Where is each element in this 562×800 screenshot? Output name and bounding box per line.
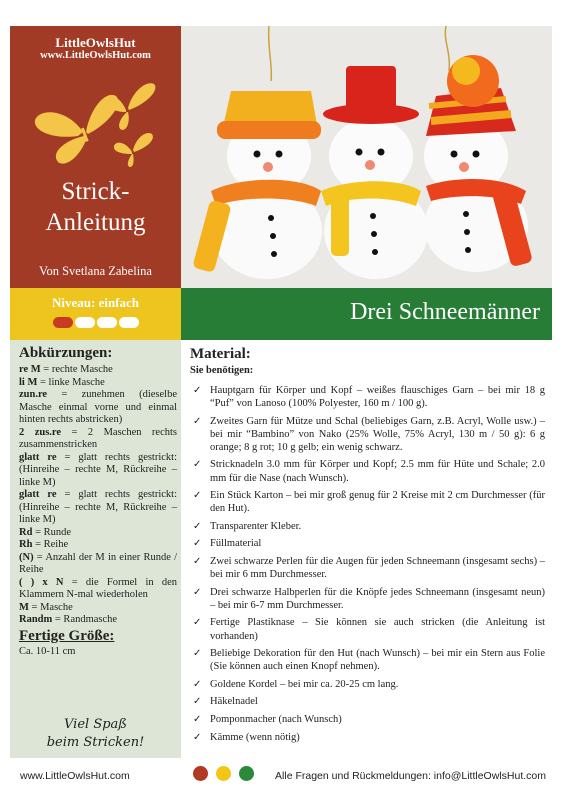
abbreviation-item	[19, 602, 177, 615]
checkmark-icon: ✓	[193, 678, 202, 690]
brand-url: www.LittleOwlsHut.com	[40, 50, 151, 61]
material-item	[190, 458, 545, 484]
abbreviation-text: = Randmasche	[54, 614, 118, 625]
material-item	[190, 520, 545, 533]
material-item	[190, 415, 545, 454]
abbreviation-key: li M	[19, 376, 38, 388]
material-item	[190, 647, 545, 673]
material-item-text: Stricknadeln 3.0 mm für Körper und Kopf; 2.5 mm für Hüte und Schale; 2.0 mm für die Nase (nach Wunsch).	[210, 459, 545, 484]
level-pill-filled	[53, 317, 73, 328]
material-item-text: Zwei schwarze Perlen für die Augen für jeden Schneemann (insgesamt sechs) – bei mir 6 mm Durchmesser.	[210, 556, 545, 581]
checkmark-icon: ✓	[193, 459, 202, 471]
material-list	[190, 384, 545, 744]
abbreviation-item	[19, 577, 177, 602]
material-item-text: Transparenter Kleber.	[210, 520, 302, 532]
material-section	[190, 346, 545, 748]
greeting	[10, 716, 181, 752]
material-item	[190, 695, 545, 708]
footer-contact[interactable]: Alle Fragen und Rückmeldungen: info@LittleOwlsHut.com	[275, 770, 546, 782]
abbreviation-text: = Anzahl der M in einer Runde / Reihe	[19, 551, 178, 575]
abbreviation-text: = zunehmen (dieselbe Masche einmal vorne und einmal hinten rechts abstricken)	[19, 389, 178, 425]
abbreviation-key: Rh	[19, 539, 33, 550]
butterfly-small-icon	[114, 133, 153, 167]
checkmark-icon: ✓	[193, 385, 202, 396]
size-value: Ca. 10-11 cm	[19, 646, 76, 657]
material-item-text: Zweites Garn für Mütze und Schal (beliebiges Garn, z.B. Acryl, Wolle usw.) – bei mir “Bambino” von Nako (25% Wolle, 75% Acryl, 130 m / 50 g): 6 g orange; 8 g rot; 10 g gelb; ein wenig schwarz.	[210, 415, 545, 453]
greeting-line1: Viel Spaß	[64, 717, 127, 732]
abbreviation-key: zun.re	[19, 389, 48, 400]
brand-name: LittleOwlsHut	[55, 35, 136, 50]
checkmark-icon: ✓	[193, 520, 202, 532]
material-item-text: Fertige Plastiknase – Sie können sie auch stricken (die Anleitung ist vorhanden)	[210, 617, 545, 642]
checkmark-icon: ✓	[193, 648, 202, 660]
level-pill-empty	[97, 317, 117, 328]
footer	[0, 762, 562, 790]
material-item-text: Beliebige Dekoration für den Hut (nach Wunsch) – bei mir ein Stern aus Folie (Sie können auch einen Knopf nehmen).	[210, 648, 545, 673]
footer-dot-yellow	[216, 766, 231, 781]
checkmark-icon: ✓	[193, 696, 202, 708]
abbreviation-item	[19, 489, 177, 527]
abbreviation-text: = 2 Maschen rechts zusammenstricken	[19, 426, 177, 450]
abbreviation-item	[19, 427, 177, 452]
abbreviation-item	[19, 377, 177, 390]
level-band	[10, 288, 181, 340]
checkmark-icon: ✓	[193, 538, 202, 550]
abbreviation-text: = glatt rechts gestrickt: (Hinreihe – rechte M, Rückreihe – linke M)	[19, 451, 178, 488]
material-item	[190, 555, 545, 581]
abbreviation-key: M	[19, 601, 29, 613]
material-item-text: Hauptgarn für Körper und Kopf – weißes flauschiges Garn – bei mir 18 g “Puf” von Lanoso (100% Polyester, 160 m / 100 g).	[210, 385, 545, 410]
material-item-text: Ein Stück Karton – bei mir groß genug für 2 Kreise mit 2 cm Durchmesser (für den Hut).	[210, 490, 545, 515]
material-item	[190, 713, 545, 726]
footer-dot-red	[193, 766, 208, 781]
abbreviation-key: glatt re	[19, 451, 57, 463]
brand-panel	[10, 26, 181, 288]
material-item	[190, 537, 545, 550]
snowmen-photo	[181, 26, 552, 288]
abbreviation-item	[19, 452, 177, 490]
abbreviation-item	[19, 552, 177, 577]
size-heading: Fertige Größe:	[19, 628, 115, 644]
abbreviation-text: = rechte Masche	[43, 364, 113, 375]
abbreviations-list	[19, 364, 177, 627]
checkmark-icon: ✓	[193, 415, 202, 427]
butterflies-logo	[28, 70, 168, 170]
abbreviations-heading: Abkürzungen:	[19, 345, 113, 361]
abbreviation-item	[19, 364, 177, 377]
checkmark-icon: ✓	[193, 586, 202, 598]
material-item	[190, 616, 545, 642]
author: Von Svetlana Zabelina	[39, 264, 152, 278]
material-item-text: Füllmaterial	[210, 538, 262, 550]
abbreviation-text: = glatt rechts gestrickt: (Hinreihe – rechte M, Rückreihe – linke M)	[19, 489, 178, 525]
material-item-text: Häkelnadel	[210, 696, 258, 708]
title-band	[181, 288, 552, 340]
pattern-title: Drei Schneemänner	[350, 299, 540, 325]
material-item	[190, 384, 545, 410]
checkmark-icon: ✓	[193, 556, 202, 568]
abbreviation-text: = Runde	[35, 526, 72, 538]
footer-dot-green	[239, 766, 254, 781]
abbreviation-item	[19, 389, 177, 427]
material-subheading: Sie benötigen:	[190, 365, 254, 376]
checkmark-icon: ✓	[193, 713, 202, 725]
abbreviation-text: = Reihe	[35, 539, 69, 550]
level-pill-empty	[119, 317, 139, 328]
material-item-text: Kämme (wenn nötig)	[210, 731, 300, 743]
abbreviation-item	[19, 527, 177, 540]
checkmark-icon: ✓	[193, 731, 202, 743]
guide-title	[10, 176, 181, 238]
material-item	[190, 678, 545, 691]
footer-website[interactable]: www.LittleOwlsHut.com	[20, 770, 130, 782]
abbreviation-key: Randm	[19, 614, 53, 625]
checkmark-icon: ✓	[193, 490, 202, 502]
material-item	[190, 586, 545, 612]
abbreviation-item	[19, 539, 177, 552]
abbreviation-key: re M	[19, 364, 41, 375]
material-heading: Material:	[190, 346, 251, 362]
material-item-text: Drei schwarze Halbperlen für die Knöpfe jedes Schneemann (insgesamt neun) – bei mir 6-7 mm Durchmesser.	[210, 586, 545, 611]
level-label: Niveau: einfach	[51, 295, 140, 310]
abbreviation-key: glatt re	[19, 489, 57, 500]
abbreviation-text: = linke Masche	[40, 376, 105, 388]
butterfly-top-icon	[106, 83, 156, 130]
butterfly-large-icon	[35, 95, 118, 164]
material-item	[190, 731, 545, 744]
abbreviation-key: (N)	[19, 551, 34, 563]
guide-title-line1: Strick-	[61, 178, 130, 205]
sidebar	[10, 340, 181, 758]
abbreviation-key: ( ) x N	[19, 576, 64, 588]
abbreviation-text: = die Formel in den Klammern N-mal wiederholen	[19, 576, 177, 600]
guide-title-line2: Anleitung	[45, 209, 146, 236]
checkmark-icon: ✓	[193, 617, 202, 629]
abbreviation-text: = Masche	[31, 601, 73, 613]
level-pill-empty	[75, 317, 95, 328]
material-item	[190, 489, 545, 515]
material-item-text: Pomponmacher (nach Wunsch)	[210, 713, 342, 725]
abbreviation-key: Rd	[19, 526, 33, 538]
material-item-text: Goldene Kordel – bei mir ca. 20-25 cm lang.	[210, 678, 399, 690]
abbreviation-item	[19, 614, 177, 627]
greeting-line2: beim Stricken!	[46, 735, 145, 750]
abbreviation-key: 2 zus.re	[19, 426, 62, 438]
